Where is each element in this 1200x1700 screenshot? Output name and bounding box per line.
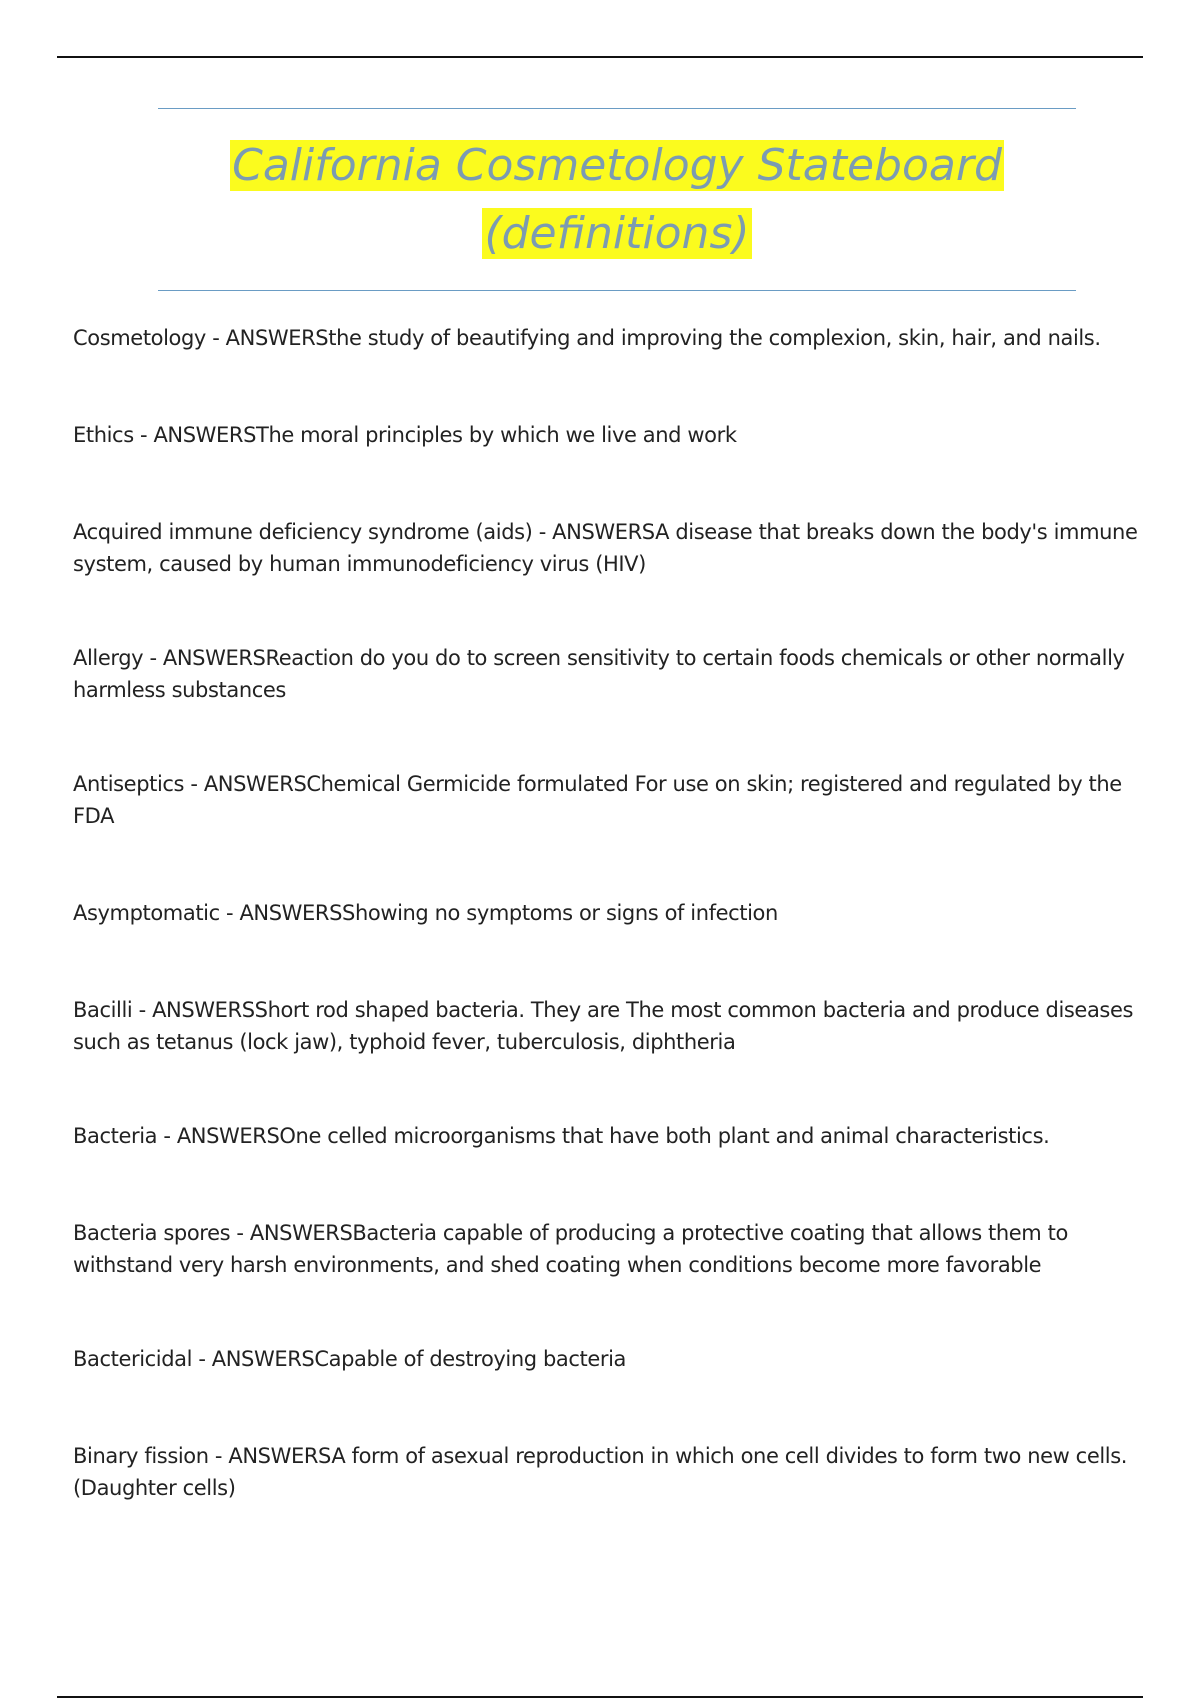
definition-item: Allergy - ANSWERSReaction do you do to screen sensitivity to certain foods chemicals or other normally harmless substances	[73, 646, 1125, 702]
page-top-rule	[57, 56, 1143, 58]
title-line-1: California Cosmetology Stateboard	[232, 139, 1002, 191]
definition-item: Bacteria spores - ANSWERSBacteria capable of producing a protective coating that allows them to withstand very harsh environments, and shed coating when conditions become more favorable	[73, 1221, 1068, 1277]
definition-item: Asymptomatic - ANSWERSShowing no symptoms or signs of infection	[73, 901, 778, 925]
definition-item: Acquired immune deficiency syndrome (aids) - ANSWERSA disease that breaks down the body's immune system, caused by human immunodeficiency virus (HIV)	[73, 520, 1138, 576]
title-line-2: (definitions)	[484, 207, 750, 259]
definitions-list	[73, 322, 1143, 1566]
definition-item: Bacilli - ANSWERSShort rod shaped bacteria. They are The most common bacteria and produce diseases such as tetanus (lock jaw), typhoid fever, tuberculosis, diphtheria	[73, 998, 1134, 1054]
definition-item: Antiseptics - ANSWERSChemical Germicide formulated For use on skin; registered and regulated by the FDA	[73, 772, 1122, 828]
definition-item: Bactericidal - ANSWERSCapable of destroying bacteria	[73, 1347, 627, 1371]
definition-item: Ethics - ANSWERSThe moral principles by which we live and work	[73, 423, 737, 447]
definition-item: Bacteria - ANSWERSOne celled microorganisms that have both plant and animal characteristics.	[73, 1124, 1050, 1148]
definition-item: Cosmetology - ANSWERSthe study of beautifying and improving the complexion, skin, hair, and nails.	[73, 326, 1101, 350]
title-block	[158, 108, 1076, 291]
page-bottom-rule	[57, 1696, 1143, 1698]
document-title	[230, 132, 1004, 268]
definition-item: Binary fission - ANSWERSA form of asexual reproduction in which one cell divides to form two new cells. (Daughter cells)	[73, 1444, 1128, 1500]
